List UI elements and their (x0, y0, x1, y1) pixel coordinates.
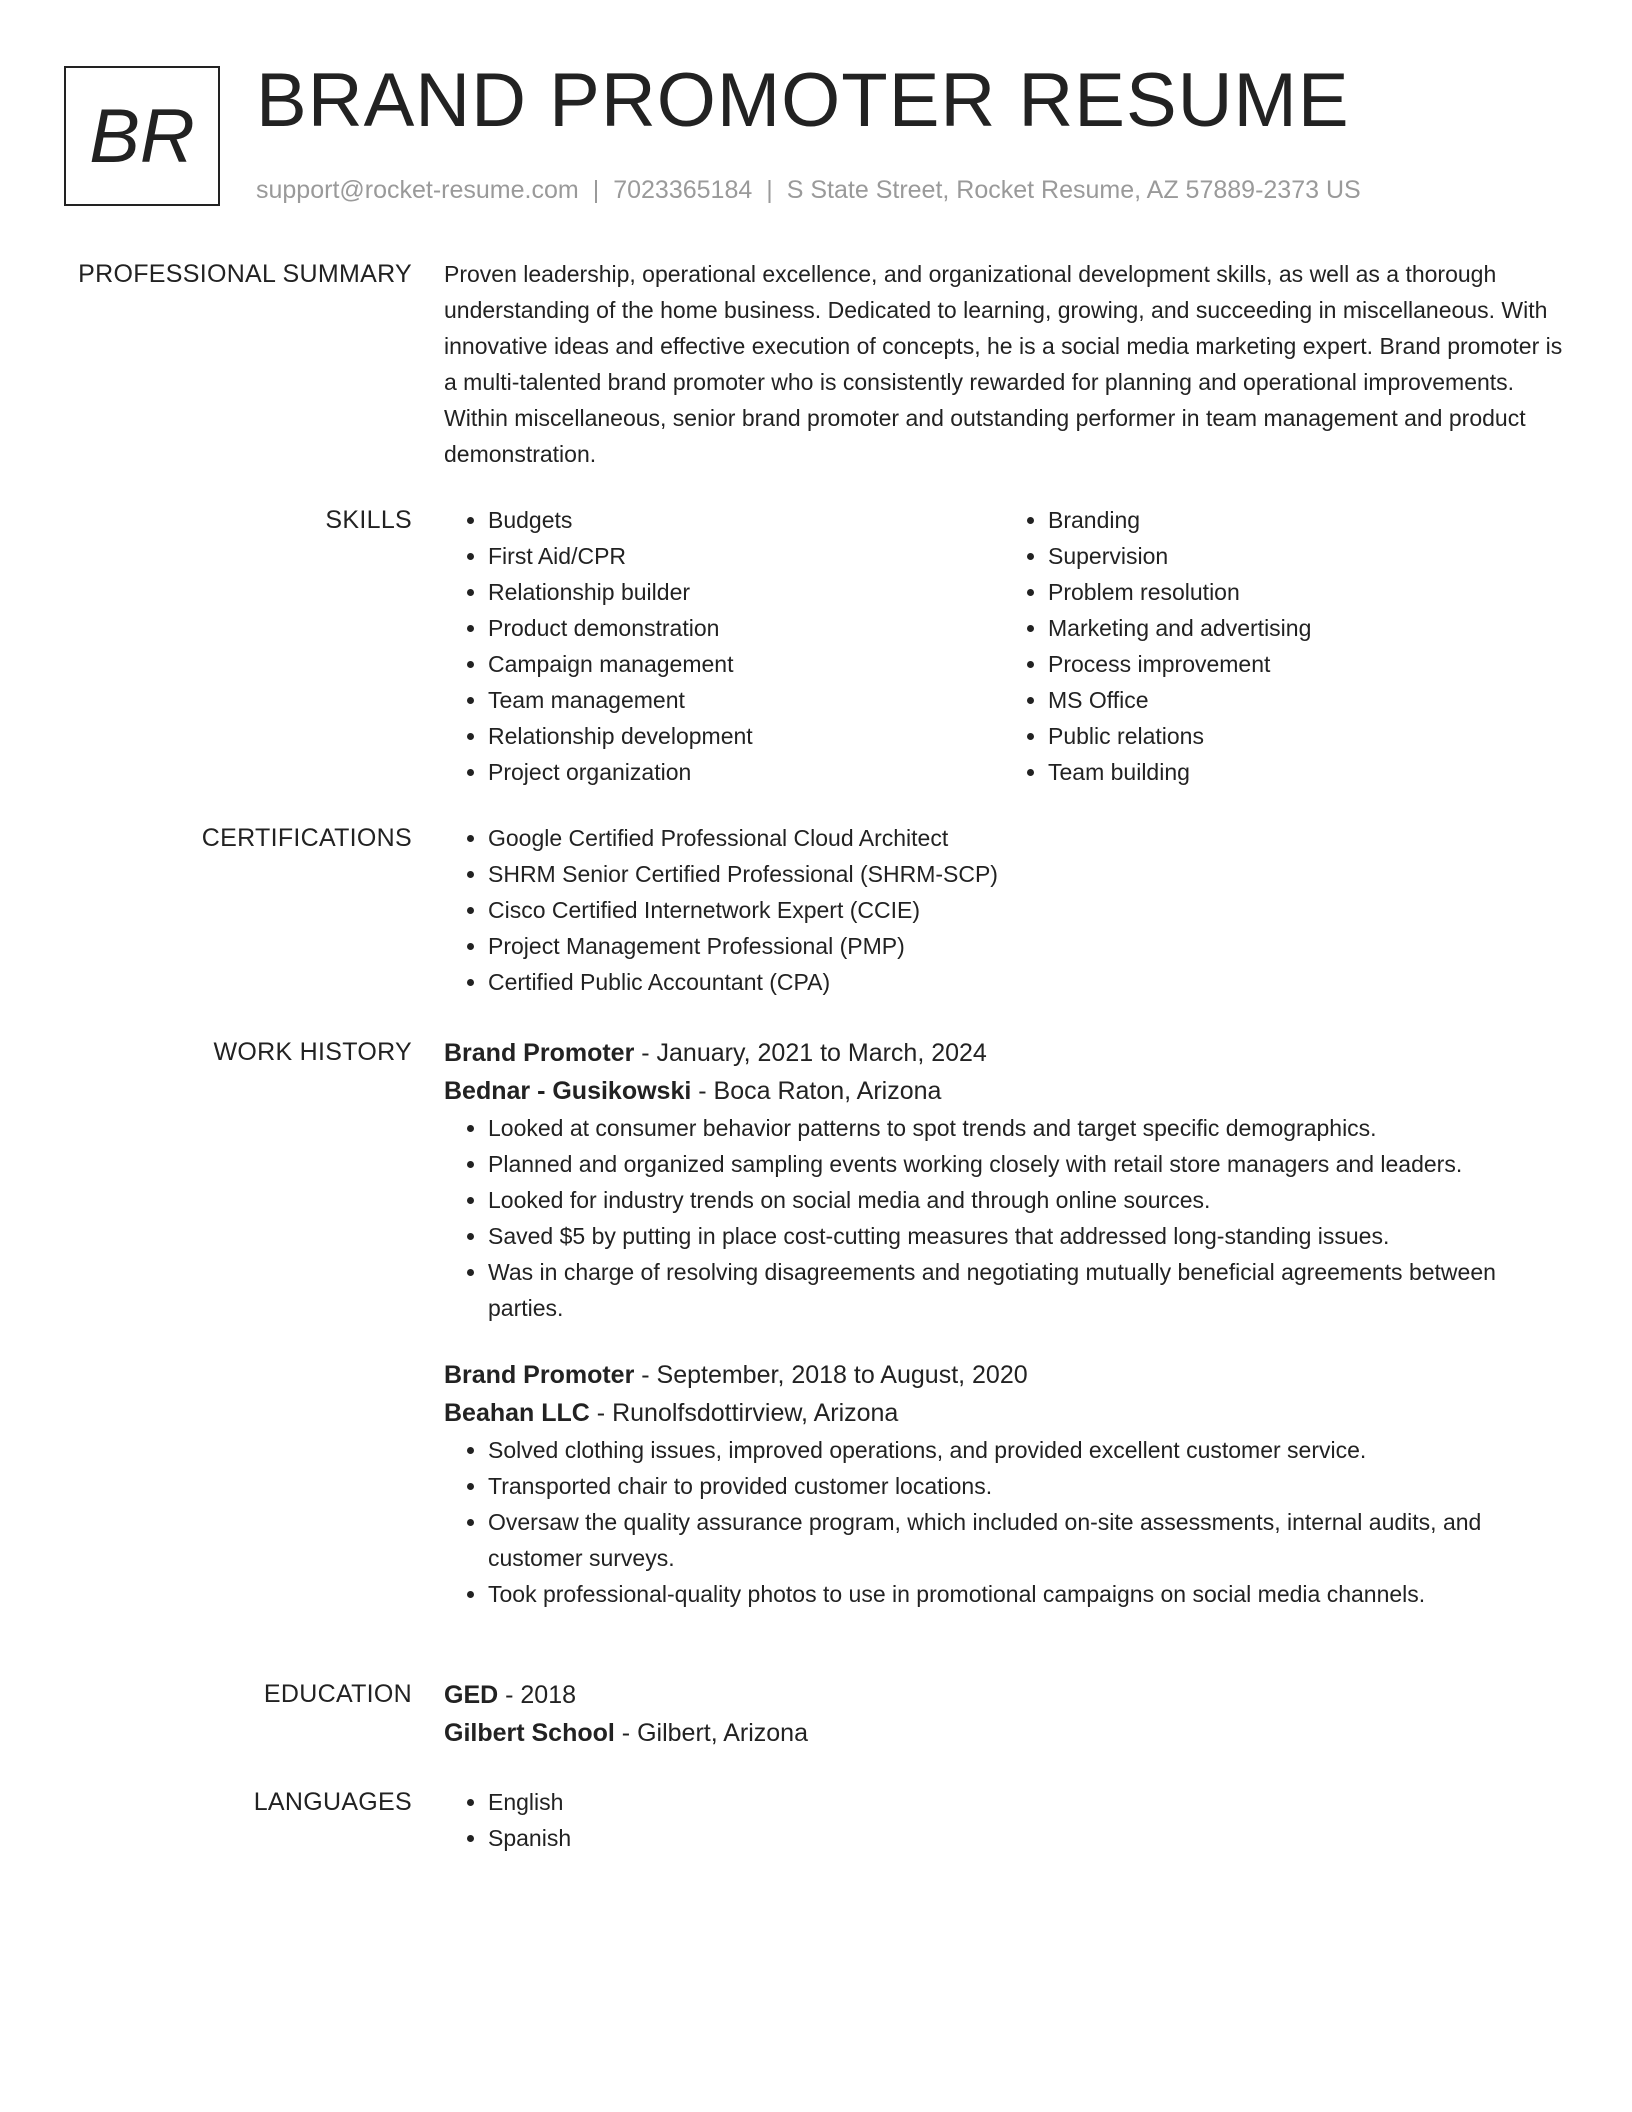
summary-body (444, 256, 1564, 472)
certification-item: • Cisco Certified Internetwork Expert (CCIE) (488, 892, 1564, 928)
section-label-summary: PROFESSIONAL SUMMARY (78, 260, 412, 288)
job-company: Beahan LLC (444, 1399, 590, 1427)
certification-item: • Google Certified Professional Cloud Architect (488, 820, 1564, 856)
education-school: Gilbert School (444, 1719, 615, 1747)
skill-item: • Team management (488, 682, 1004, 718)
section-label-certifications: CERTIFICATIONS (201, 824, 412, 852)
skill-item: • Process improvement (1048, 646, 1564, 682)
education-body (444, 1676, 1564, 1752)
section-label-work-history: WORK HISTORY (213, 1038, 412, 1066)
summary-text: Proven leadership, operational excellence, and organizational development skills, as well as a thorough understanding of the home business. Dedicated to learning, growing, and succeeding in miscellaneous. With innovative ideas and effective execution of concepts, he is a social media marketing expert. Brand promoter is a multi-talented brand promoter who is consistently rewarded for planning and operational improvements. Within miscellaneous, senior brand promoter and outstanding performer in team management and product demonstration. (444, 261, 1563, 467)
contact-line (256, 172, 1361, 208)
skill-item: • Budgets (488, 502, 1004, 538)
skill-item: • Marketing and advertising (1048, 610, 1564, 646)
job-bullet: • Saved $5 by putting in place cost-cutting measures that addressed long-standing issues. (488, 1218, 1564, 1254)
contact-phone: 7023365184 (613, 176, 753, 204)
skill-item: • Relationship builder (488, 574, 1004, 610)
resume-title: BRAND PROMOTER RESUME (256, 58, 1350, 143)
certification-item: • Certified Public Accountant (CPA) (488, 964, 1564, 1000)
job-title: Brand Promoter (444, 1039, 635, 1067)
job-bullet: • Oversaw the quality assurance program, which included on-site assessments, internal audits, and customer surveys. (488, 1504, 1564, 1576)
language-item: • Spanish (488, 1820, 1564, 1856)
skills-list-left (444, 502, 1004, 790)
education-degree: GED (444, 1681, 499, 1709)
skill-item: • Public relations (1048, 718, 1564, 754)
monogram-logo: BR (64, 66, 220, 206)
languages-list (444, 1784, 1564, 1856)
skill-item: • MS Office (1048, 682, 1564, 718)
job-company: Bednar - Gusikowski (444, 1077, 692, 1105)
job-company-line (444, 1072, 1564, 1110)
job-bullets (444, 1432, 1564, 1612)
contact-email: support@rocket-resume.com (256, 176, 579, 204)
education-school-line (444, 1714, 1564, 1752)
skill-item: • Supervision (1048, 538, 1564, 574)
job-bullet: • Transported chair to provided customer locations. (488, 1468, 1564, 1504)
job-dates: - January, 2021 to March, 2024 (634, 1039, 987, 1067)
skill-item: • Project organization (488, 754, 1004, 790)
education-degree-line (444, 1676, 1564, 1714)
language-item: • English (488, 1784, 1564, 1820)
job-bullet: • Planned and organized sampling events working closely with retail store managers and leaders. (488, 1146, 1564, 1182)
section-label-languages: LANGUAGES (253, 1788, 412, 1816)
contact-separator: | (592, 176, 600, 204)
job-title-line (444, 1356, 1564, 1394)
job-location: - Runolfsdottirview, Arizona (589, 1399, 899, 1427)
job-dates: - September, 2018 to August, 2020 (634, 1361, 1028, 1389)
skill-item: • Branding (1048, 502, 1564, 538)
job-bullets (444, 1110, 1564, 1326)
skill-item: • Campaign management (488, 646, 1004, 682)
certification-item: • Project Management Professional (PMP) (488, 928, 1564, 964)
job-bullet: • Looked for industry trends on social media and through online sources. (488, 1182, 1564, 1218)
certifications-list (444, 820, 1564, 1000)
job-bullet: • Took professional-quality photos to use in promotional campaigns on social media channels. (488, 1576, 1564, 1612)
skill-item: • Problem resolution (1048, 574, 1564, 610)
certifications-body (444, 820, 1564, 1000)
job-company-line (444, 1394, 1564, 1432)
skills-grid (444, 502, 1564, 790)
education-location: - Gilbert, Arizona (614, 1719, 808, 1747)
job-entry (444, 1356, 1564, 1612)
skill-item: • First Aid/CPR (488, 538, 1004, 574)
skill-item: • Product demonstration (488, 610, 1004, 646)
certification-item: • SHRM Senior Certified Professional (SHRM-SCP) (488, 856, 1564, 892)
job-entry (444, 1034, 1564, 1326)
job-title: Brand Promoter (444, 1361, 635, 1389)
skills-list-right (1004, 502, 1564, 790)
job-bullet: • Was in charge of resolving disagreements and negotiating mutually beneficial agreements between parties. (488, 1254, 1564, 1326)
job-title-line (444, 1034, 1564, 1072)
skill-item: • Relationship development (488, 718, 1004, 754)
job-bullet: • Looked at consumer behavior patterns to spot trends and target specific demographics. (488, 1110, 1564, 1146)
section-label-education: EDUCATION (263, 1680, 412, 1708)
languages-body (444, 1784, 1564, 1856)
education-year: - 2018 (498, 1681, 577, 1709)
contact-separator: | (766, 176, 773, 204)
section-label-skills: SKILLS (325, 506, 412, 534)
contact-address: S State Street, Rocket Resume, AZ 57889-2373 US (786, 176, 1361, 204)
work-history-body (444, 1034, 1564, 1612)
job-location: - Boca Raton, Arizona (691, 1077, 942, 1105)
job-bullet: • Solved clothing issues, improved operations, and provided excellent customer service. (488, 1432, 1564, 1468)
skill-item: • Team building (1048, 754, 1564, 790)
